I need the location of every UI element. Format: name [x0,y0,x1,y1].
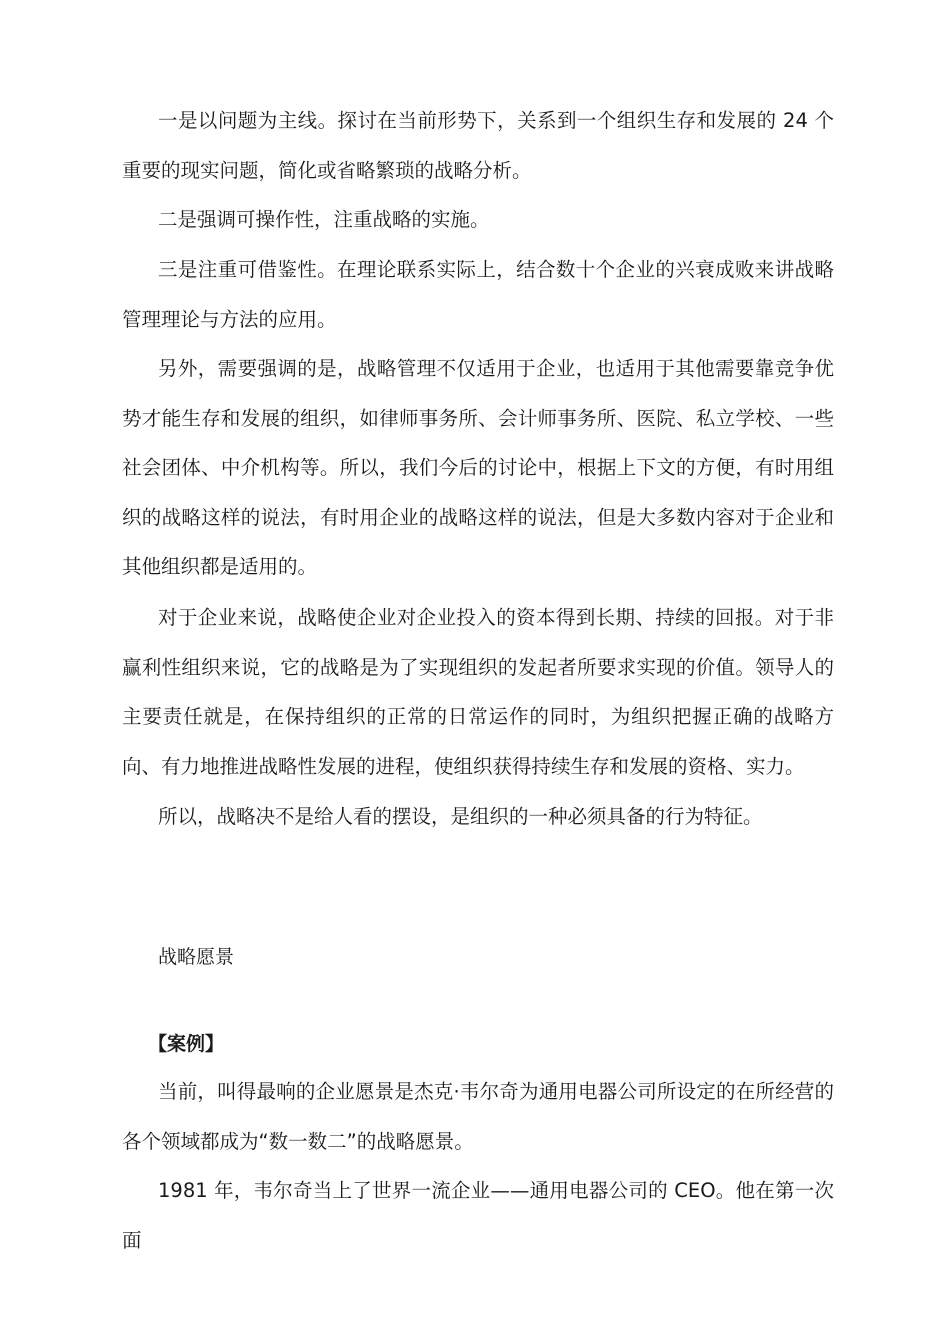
paragraph-reference-value: 三是注重可借鉴性。在理论联系实际上，结合数十个企业的兴衰成败来讲战略管理理论与方法的应用。 [122,258,834,331]
paragraph-case-vision: 当前，叫得最响的企业愿景是杰克·韦尔奇为通用电器公司所设定的在所经营的各个领域都成为“数一数二”的战略愿景。 [122,1080,834,1153]
paragraph-operability: 二是强调可操作性，注重战略的实施。 [158,208,490,231]
paragraph-enterprise-return: 对于企业来说，战略使企业对企业投入的资本得到长期、持续的回报。对于非赢利性组织来说，它的战略是为了实现组织的发起者所要求实现的价值。领导人的主要责任就是，在保持组织的正常的日常运作的同时，为组织把握正确的战略方向、有力地推进战略性发展的进程，使组织获得持续生存和发展的资格、实力。 [122,606,834,778]
paragraph-case-1981: 1981 年，韦尔奇当上了世界一流企业——通用电器公司的 CEO。他在第一次面 [122,1179,834,1252]
paragraph-problem-focus: 一是以问题为主线。探讨在当前形势下，关系到一个组织生存和发展的 24 个重要的现实问题，简化或省略繁琐的战略分析。 [122,109,834,182]
paragraph-applicability: 另外，需要强调的是，战略管理不仅适用于企业，也适用于其他需要靠竞争优势才能生存和发展的组织，如律师事务所、会计师事务所、医院、私立学校、一些社会团体、中介机构等。所以，我们今后的讨论中，根据上下文的方便，有时用组织的战略这样的说法，有时用企业的战略这样的说法，但是大多数内容对于企业和其他组织都是适用的。 [122,357,834,578]
case-label: 【案例】 [148,1033,225,1055]
paragraph-conclusion: 所以，战略决不是给人看的摆设，是组织的一种必须具备的行为特征。 [158,805,763,828]
section-heading: 战略愿景 [158,946,235,968]
